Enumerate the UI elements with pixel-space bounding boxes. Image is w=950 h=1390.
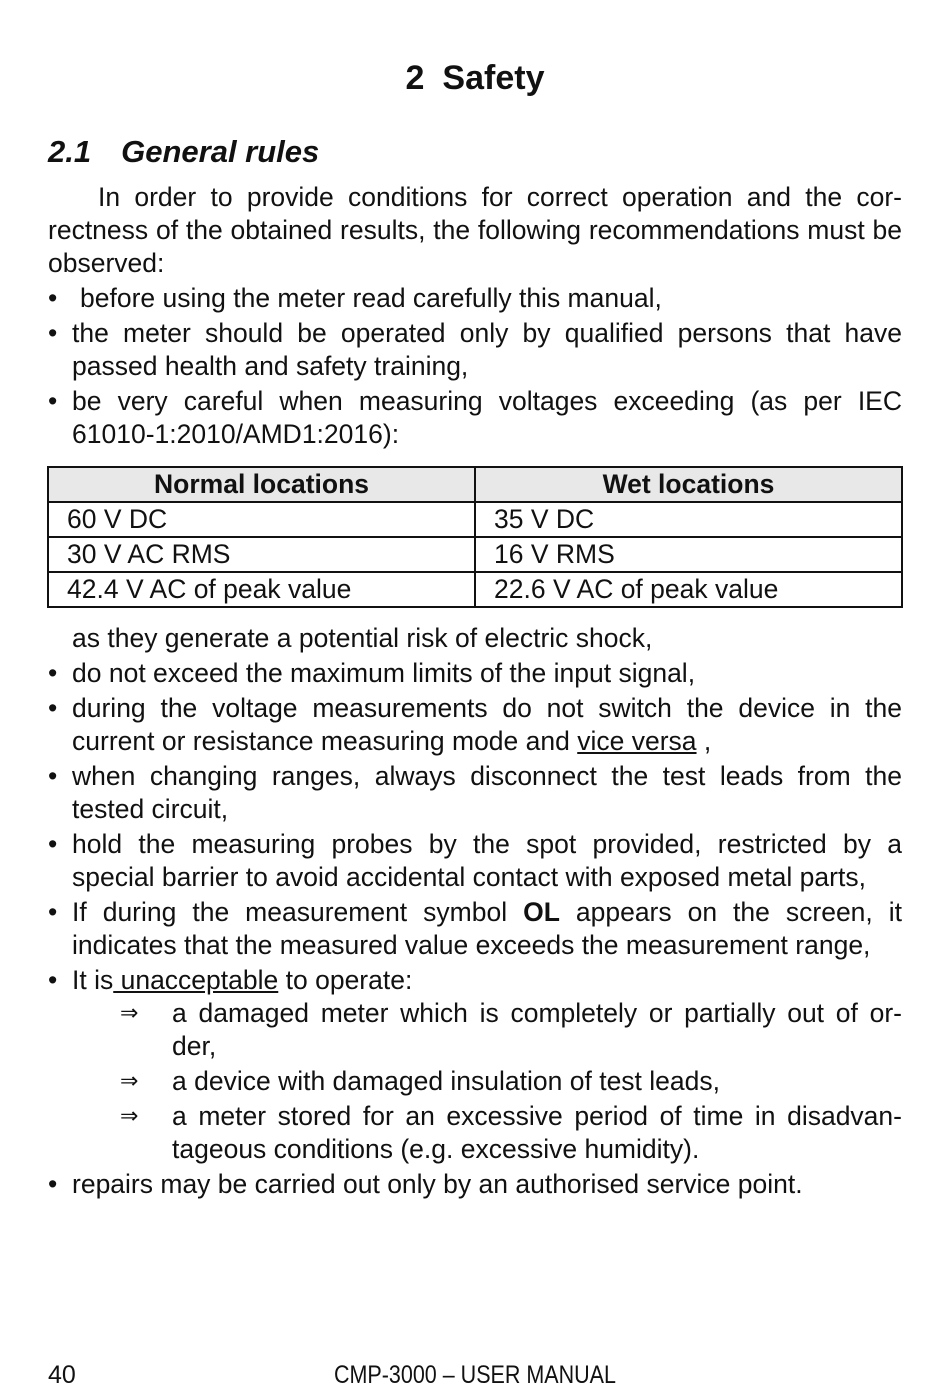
underlined-text: unacceptable <box>113 965 279 995</box>
table-cell: 22.6 V AC of peak value <box>475 572 902 607</box>
section-title: General rules <box>121 134 320 169</box>
bullet-list-top <box>48 282 902 451</box>
intro-paragraph: In order to provide conditions for correct operation and the cor-rectness of the obtained results, the following recommendations must be observed: <box>48 182 902 278</box>
table-header-row <box>48 467 902 502</box>
arrow-icon: ⇒ <box>120 1001 139 1026</box>
column-header-wet: Wet locations <box>475 467 902 502</box>
table-row <box>48 537 902 572</box>
unacceptable-sublist <box>72 997 902 1166</box>
sublist-item-text: a meter stored for an excessive period of time in disadvan-tageous conditions (e.g. excessive humidity). <box>172 1101 902 1164</box>
item-text: It is <box>72 965 114 995</box>
page-number: 40 <box>48 1361 76 1389</box>
list-item: • do not exceed the maximum limits of the input signal, <box>48 657 902 690</box>
section-body <box>48 181 902 1203</box>
column-header-normal: Normal locations <box>48 467 475 502</box>
voltage-limits-table <box>47 466 903 608</box>
manual-title: CMP-3000 – USER MANUAL <box>334 1361 616 1389</box>
list-item <box>48 896 902 962</box>
chapter-title: Safety <box>442 59 545 97</box>
item-text: to operate: <box>278 965 413 995</box>
sublist-item-text: a device with damaged insulation of test leads, <box>172 1066 720 1096</box>
list-item <box>48 692 902 758</box>
ol-symbol: OL <box>523 897 560 927</box>
bullet-list-bottom <box>48 657 902 1201</box>
table-cell: 16 V RMS <box>475 537 902 572</box>
table-row <box>48 502 902 537</box>
arrow-icon: ⇒ <box>120 1104 139 1129</box>
list-item: • before using the meter read carefully this manual, <box>48 282 902 315</box>
table-cell: 42.4 V AC of peak value <box>48 572 475 607</box>
list-item: • hold the measuring probes by the spot provided, restricted by a special barrier to avoid accidental contact with exposed metal parts, <box>48 828 902 894</box>
table-cell: 60 V DC <box>48 502 475 537</box>
list-item <box>48 964 902 1166</box>
item-text: appears on the screen, it indicates that the measured value exceeds the measurement range, <box>72 897 903 960</box>
list-item: • the meter should be operated only by qualified persons that have passed health and safety training, <box>48 317 902 383</box>
item-text: If during the measurement symbol <box>72 897 524 927</box>
arrow-icon: ⇒ <box>120 1069 139 1094</box>
continuation-text: as they generate a potential risk of electric shock, <box>72 623 653 653</box>
section-number: 2.1 <box>48 134 92 169</box>
sublist-item <box>72 997 902 1063</box>
item-text: , <box>696 726 712 756</box>
list-item: • when changing ranges, always disconnect the test leads from the tested circuit, <box>48 760 902 826</box>
page-footer <box>48 1360 902 1390</box>
sublist-item <box>72 1100 902 1166</box>
underlined-text: vice versa <box>577 726 697 756</box>
chapter-heading <box>48 56 902 100</box>
chapter-number: 2 <box>405 59 425 97</box>
manual-page <box>48 0 902 1389</box>
sublist-item-text: a damaged meter which is completely or partially out of or-der, <box>172 998 902 1061</box>
item-text: during the voltage measurements do not switch the device in the current or resistance measuring mode and <box>72 693 902 756</box>
section-heading <box>48 132 319 172</box>
list-item: • repairs may be carried out only by an authorised service point. <box>48 1168 902 1201</box>
sublist-item <box>72 1065 902 1098</box>
table-cell: 30 V AC RMS <box>48 537 475 572</box>
table-row <box>48 572 902 607</box>
table-cell: 35 V DC <box>475 502 902 537</box>
list-item: • be very careful when measuring voltages exceeding (as per IEC 61010-1:2010/AMD1:2016): <box>48 385 902 451</box>
